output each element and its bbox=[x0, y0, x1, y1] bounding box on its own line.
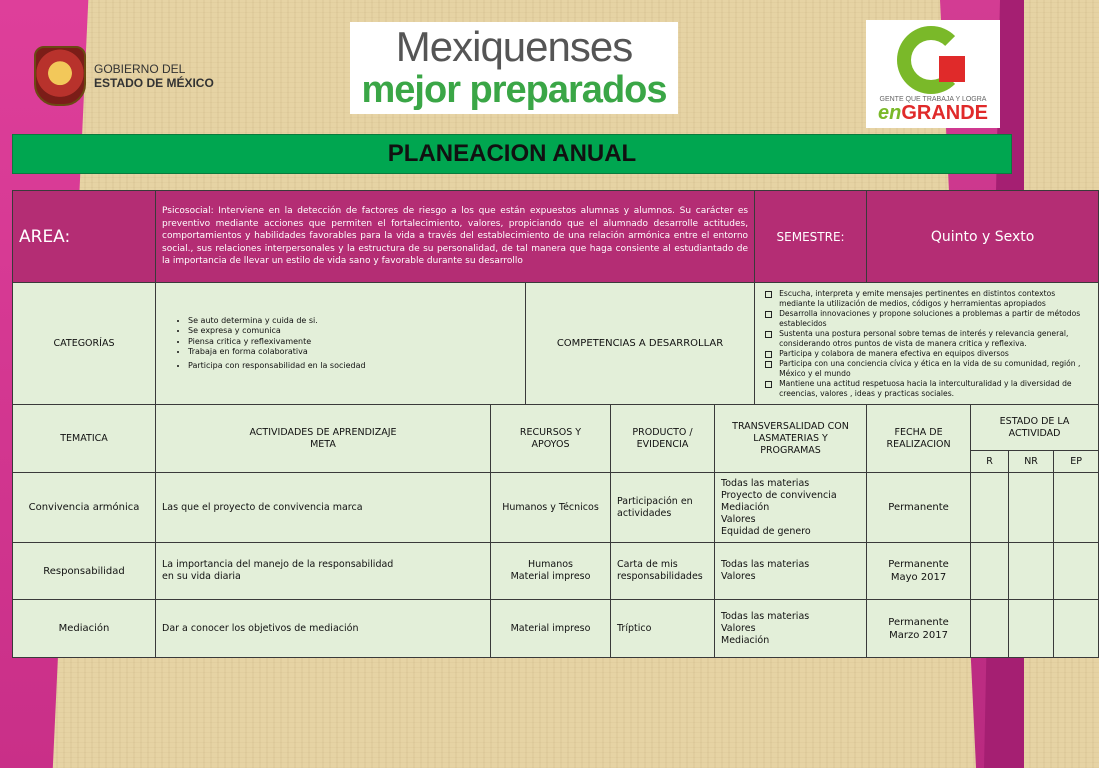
estado-r-cell[interactable] bbox=[971, 473, 1009, 543]
estado-nr-cell[interactable] bbox=[1009, 600, 1054, 658]
estado-ep-cell[interactable] bbox=[1054, 543, 1099, 600]
categoria-item: • Trabaja en forma colaborativa bbox=[188, 347, 519, 358]
transversalidad-cell: Todas las materias Valores bbox=[715, 543, 867, 600]
recursos-cell: Humanos Material impreso bbox=[491, 543, 611, 600]
transversalidad-cell: Todas las materias Proyecto de convivencia Mediación Valores Equidad de genero bbox=[715, 473, 867, 543]
recursos-cell: Humanos y Técnicos bbox=[491, 473, 611, 543]
engrande-wordmark bbox=[866, 103, 1000, 123]
competencia-item: Participa y colabora de manera efectiva en equipos diversos bbox=[761, 349, 1092, 359]
categorias-list bbox=[162, 316, 519, 372]
estado-r-cell[interactable] bbox=[971, 600, 1009, 658]
col-header-recursos: RECURSOS Y APOYOS bbox=[491, 405, 611, 473]
competencias-list bbox=[761, 289, 1092, 399]
categorias-row bbox=[13, 283, 1099, 405]
col-header-producto: PRODUCTO / EVIDENCIA bbox=[611, 405, 715, 473]
semestre-label: SEMESTRE: bbox=[755, 191, 867, 283]
competencia-item: Mantiene una actitud respetuosa hacia la interculturalidad y la diversidad de creencias, valores , ideas y practicas sociales. bbox=[761, 379, 1092, 399]
checkbox-square-icon bbox=[765, 311, 772, 318]
mexiquenses-logo bbox=[350, 22, 678, 114]
categoria-item: • Piensa critica y reflexivamente bbox=[188, 337, 519, 348]
engrande-en: en bbox=[877, 102, 902, 124]
producto-cell: Carta de mis responsabilidades bbox=[611, 543, 715, 600]
checkbox-square-icon bbox=[765, 381, 772, 388]
semestre-value: Quinto y Sexto bbox=[867, 191, 1099, 283]
col-header-fecha: FECHA DE REALIZACION bbox=[867, 405, 971, 473]
tematica-cell: Responsabilidad bbox=[13, 543, 156, 600]
categorias-label: CATEGORÍAS bbox=[13, 283, 156, 405]
categoria-item: • Participa con responsabilidad en la sociedad bbox=[188, 361, 519, 372]
fecha-cell: Permanente Mayo 2017 bbox=[867, 543, 971, 600]
competencia-item: Participa con una conciencia cívica y ética en la vida de su comunidad, región , México y el mundo bbox=[761, 359, 1092, 379]
area-label: AREA: bbox=[13, 191, 156, 283]
estado-nr-cell[interactable] bbox=[1009, 473, 1054, 543]
checkbox-square-icon bbox=[765, 361, 772, 368]
competencia-item: Sustenta una postura personal sobre temas de interés y relevancia general, considerando otros puntos de vista de manera critica y reflexiva. bbox=[761, 329, 1092, 349]
engrande-tagline: GENTE QUE TRABAJA Y LOGRA bbox=[879, 96, 987, 103]
actividades-cell: La importancia del manejo de la responsabilidad en su vida diaria bbox=[156, 543, 491, 600]
col-header-ep: EP bbox=[1054, 451, 1099, 473]
col-header-transversalidad: TRANSVERSALIDAD CON LASMATERIAS Y PROGRAMAS bbox=[715, 405, 867, 473]
col-header-actividades: ACTIVIDADES DE APRENDIZAJE META bbox=[156, 405, 491, 473]
engrande-grande: GRANDE bbox=[901, 102, 988, 124]
categorias-list-cell bbox=[156, 283, 526, 405]
recursos-cell: Material impreso bbox=[491, 600, 611, 658]
competencia-item: Escucha, interpreta y emite mensajes pertinentes en distintos contextos mediante la utilización de medios, códigos y herramientas apropiados bbox=[761, 289, 1092, 309]
engrande-logo bbox=[866, 20, 1000, 128]
actividades-cell: Dar a conocer los objetivos de mediación bbox=[156, 600, 491, 658]
actividades-cell: Las que el proyecto de convivencia marca bbox=[156, 473, 491, 543]
producto-cell: Participación en actividades bbox=[611, 473, 715, 543]
checkbox-square-icon bbox=[765, 291, 772, 298]
gobierno-logo bbox=[34, 46, 214, 106]
mexiquenses-logo-line2: mejor preparados bbox=[361, 69, 667, 111]
fecha-cell: Permanente Marzo 2017 bbox=[867, 600, 971, 658]
categoria-item: • Se auto determina y cuida de si. bbox=[188, 316, 519, 327]
table-row bbox=[13, 600, 1099, 658]
col-header-estado: ESTADO DE LA ACTIVIDAD bbox=[971, 405, 1099, 451]
mexiquenses-logo-line1: Mexiquenses bbox=[395, 23, 633, 70]
transversalidad-cell: Todas las materias Valores Mediación bbox=[715, 600, 867, 658]
gov-line2: ESTADO DE MÉXICO bbox=[94, 76, 214, 90]
tematica-cell: Mediación bbox=[13, 600, 156, 658]
table-row bbox=[13, 473, 1099, 543]
fecha-cell: Permanente bbox=[867, 473, 971, 543]
estado-ep-cell[interactable] bbox=[1054, 473, 1099, 543]
competencias-label: COMPETENCIAS A DESARROLLAR bbox=[526, 283, 755, 405]
state-shield-icon bbox=[34, 46, 86, 106]
table-row bbox=[13, 543, 1099, 600]
col-header-r: R bbox=[971, 451, 1009, 473]
competencia-item: Desarrolla innovaciones y propone soluciones a problemas a partir de métodos establecidos bbox=[761, 309, 1092, 329]
area-description: Psicosocial: Interviene en la detección de factores de riesgo a los que están expuestos alumnas y alumnos. Su carácter es preventivo mediante acciones que permiten el fortalecimiento, valores, propiciando que el alumnado desarrolle actitudes, comportamientos y habilidades favorables para la vida a través del establecimiento de una relación armónica entre el entorno social., sus relaciones interpersonales y la estructura de su personalidad, de tal manera que haga consiente al estudiantado de la importancia de llevar un estilo de vida sano y favorable durante su desarrollo bbox=[156, 191, 755, 283]
area-row bbox=[13, 191, 1099, 283]
estado-ep-cell[interactable] bbox=[1054, 600, 1099, 658]
checkbox-square-icon bbox=[765, 331, 772, 338]
competencias-list-cell bbox=[755, 283, 1099, 405]
column-header-row bbox=[13, 405, 1099, 451]
col-header-tematica: TEMATICA bbox=[13, 405, 156, 473]
checkbox-square-icon bbox=[765, 351, 772, 358]
producto-cell: Tríptico bbox=[611, 600, 715, 658]
categoria-item: • Se expresa y comunica bbox=[188, 326, 519, 337]
gov-line1: GOBIERNO DEL bbox=[94, 62, 186, 76]
tematica-cell: Convivencia armónica bbox=[13, 473, 156, 543]
planeacion-table bbox=[12, 190, 1099, 658]
page-title: PLANEACION ANUAL bbox=[12, 134, 1012, 174]
col-header-nr: NR bbox=[1009, 451, 1054, 473]
estado-r-cell[interactable] bbox=[971, 543, 1009, 600]
estado-nr-cell[interactable] bbox=[1009, 543, 1054, 600]
gobierno-logo-text bbox=[94, 62, 214, 90]
g-logo-icon bbox=[897, 26, 969, 94]
